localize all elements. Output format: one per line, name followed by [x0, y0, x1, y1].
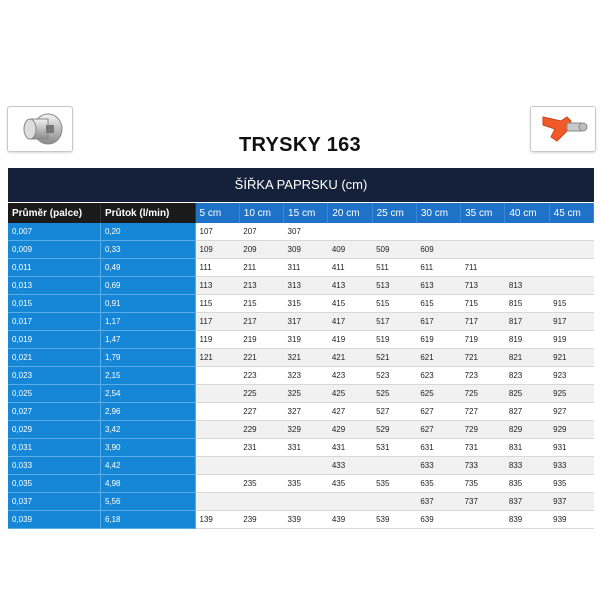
nozzle-code-cell: 429	[328, 421, 372, 439]
nozzle-code-cell: 317	[284, 313, 328, 331]
nozzle-code-cell: 421	[328, 349, 372, 367]
flow-cell: 0,69	[100, 277, 195, 295]
nozzle-code-cell: 915	[549, 295, 593, 313]
flow-cell: 0,49	[100, 259, 195, 277]
table-row	[8, 295, 594, 313]
nozzle-code-cell	[195, 403, 239, 421]
nozzle-code-cell: 927	[549, 403, 593, 421]
nozzle-code-cell: 335	[284, 475, 328, 493]
flow-cell: 2,96	[100, 403, 195, 421]
nozzle-code-cell: 207	[239, 223, 283, 241]
nozzle-code-cell: 619	[416, 331, 460, 349]
column-header-width: 5 cm	[195, 203, 239, 223]
nozzle-code-cell: 219	[239, 331, 283, 349]
nozzle-code-cell: 617	[416, 313, 460, 331]
nozzle-code-cell: 633	[416, 457, 460, 475]
nozzle-code-cell: 217	[239, 313, 283, 331]
nozzle-code-cell: 631	[416, 439, 460, 457]
table-row	[8, 277, 594, 295]
table-row	[8, 475, 594, 493]
nozzle-code-cell: 107	[195, 223, 239, 241]
nozzle-code-cell: 621	[416, 349, 460, 367]
nozzle-code-cell: 635	[416, 475, 460, 493]
nozzle-code-cell: 609	[416, 241, 460, 259]
nozzle-code-cell: 223	[239, 367, 283, 385]
nozzle-code-cell: 239	[239, 511, 283, 529]
nozzle-code-cell: 833	[505, 457, 549, 475]
nozzle-code-cell: 325	[284, 385, 328, 403]
flow-cell: 0,33	[100, 241, 195, 259]
nozzle-code-cell: 229	[239, 421, 283, 439]
nozzle-code-cell: 737	[461, 493, 505, 511]
nozzle-code-cell: 735	[461, 475, 505, 493]
spray-width-band: ŠÍŘKA PAPRSKU (cm)	[8, 168, 594, 202]
nozzle-code-cell: 719	[461, 331, 505, 349]
nozzle-code-cell: 727	[461, 403, 505, 421]
nozzle-code-cell: 723	[461, 367, 505, 385]
nozzle-code-cell	[195, 421, 239, 439]
nozzle-code-cell: 113	[195, 277, 239, 295]
flow-cell: 1,47	[100, 331, 195, 349]
column-header-width: 30 cm	[416, 203, 460, 223]
flow-cell: 6,18	[100, 511, 195, 529]
nozzle-code-cell: 221	[239, 349, 283, 367]
nozzle-code-cell: 435	[328, 475, 372, 493]
nozzle-code-cell: 511	[372, 259, 416, 277]
diameter-cell: 0,009	[8, 241, 100, 259]
diameter-cell: 0,019	[8, 331, 100, 349]
table-row	[8, 457, 594, 475]
table-row	[8, 331, 594, 349]
nozzle-code-cell: 839	[505, 511, 549, 529]
nozzle-code-cell: 711	[461, 259, 505, 277]
nozzle-code-cell: 415	[328, 295, 372, 313]
nozzle-code-cell	[195, 493, 239, 511]
table-row	[8, 421, 594, 439]
nozzle-code-cell	[372, 457, 416, 475]
nozzle-code-cell: 433	[328, 457, 372, 475]
nozzle-code-cell: 411	[328, 259, 372, 277]
nozzle-code-cell: 935	[549, 475, 593, 493]
nozzle-code-cell	[284, 457, 328, 475]
nozzle-code-cell: 625	[416, 385, 460, 403]
nozzle-code-cell: 613	[416, 277, 460, 295]
nozzle-code-cell: 109	[195, 241, 239, 259]
nozzle-code-cell: 523	[372, 367, 416, 385]
nozzle-code-cell: 815	[505, 295, 549, 313]
nozzle-code-cell: 315	[284, 295, 328, 313]
table-row	[8, 511, 594, 529]
table-header-row	[8, 203, 594, 223]
nozzle-code-cell: 831	[505, 439, 549, 457]
nozzle-code-cell: 227	[239, 403, 283, 421]
nozzle-code-cell: 921	[549, 349, 593, 367]
nozzle-code-cell: 427	[328, 403, 372, 421]
diameter-cell: 0,029	[8, 421, 100, 439]
nozzle-code-cell: 717	[461, 313, 505, 331]
nozzle-code-cell: 713	[461, 277, 505, 295]
diameter-cell: 0,011	[8, 259, 100, 277]
nozzle-code-cell: 919	[549, 331, 593, 349]
nozzle-code-cell: 611	[416, 259, 460, 277]
diameter-cell: 0,007	[8, 223, 100, 241]
nozzle-code-cell	[416, 223, 460, 241]
nozzle-code-cell	[328, 493, 372, 511]
nozzle-code-cell: 215	[239, 295, 283, 313]
flow-cell: 2,54	[100, 385, 195, 403]
nozzle-code-cell: 933	[549, 457, 593, 475]
nozzle-code-cell: 627	[416, 421, 460, 439]
nozzle-code-cell: 225	[239, 385, 283, 403]
nozzle-code-cell: 939	[549, 511, 593, 529]
nozzle-code-cell: 425	[328, 385, 372, 403]
nozzle-code-cell: 235	[239, 475, 283, 493]
nozzle-code-cell: 825	[505, 385, 549, 403]
table-row	[8, 313, 594, 331]
nozzle-code-cell: 319	[284, 331, 328, 349]
nozzle-code-cell	[195, 367, 239, 385]
nozzle-code-cell: 213	[239, 277, 283, 295]
flow-cell: 3,42	[100, 421, 195, 439]
table-row	[8, 367, 594, 385]
nozzle-code-cell: 323	[284, 367, 328, 385]
nozzle-code-cell: 835	[505, 475, 549, 493]
nozzle-code-cell: 117	[195, 313, 239, 331]
nozzle-code-cell	[549, 241, 593, 259]
nozzle-code-cell: 535	[372, 475, 416, 493]
nozzle-code-cell: 925	[549, 385, 593, 403]
nozzle-code-cell: 513	[372, 277, 416, 295]
nozzle-code-cell	[549, 223, 593, 241]
nozzle-code-cell: 211	[239, 259, 283, 277]
nozzle-code-cell: 539	[372, 511, 416, 529]
column-header-diameter: Průměr (palce)	[8, 203, 100, 223]
flow-cell: 5,56	[100, 493, 195, 511]
flow-cell: 4,98	[100, 475, 195, 493]
nozzle-code-cell: 937	[549, 493, 593, 511]
nozzle-code-cell: 409	[328, 241, 372, 259]
diameter-cell: 0,025	[8, 385, 100, 403]
flow-cell: 1,17	[100, 313, 195, 331]
nozzle-code-cell	[195, 439, 239, 457]
nozzle-code-cell: 531	[372, 439, 416, 457]
column-header-width: 40 cm	[505, 203, 549, 223]
flow-cell: 0,91	[100, 295, 195, 313]
nozzle-code-cell: 115	[195, 295, 239, 313]
nozzle-code-cell	[505, 223, 549, 241]
nozzle-code-cell: 733	[461, 457, 505, 475]
table-row	[8, 439, 594, 457]
nozzle-code-cell: 731	[461, 439, 505, 457]
table-body	[8, 223, 594, 529]
nozzle-code-cell: 721	[461, 349, 505, 367]
page-title: TRYSKY 163	[239, 134, 361, 156]
nozzle-code-cell: 307	[284, 223, 328, 241]
nozzle-code-cell: 623	[416, 367, 460, 385]
column-header-width: 25 cm	[372, 203, 416, 223]
nozzle-code-cell: 813	[505, 277, 549, 295]
flow-cell: 3,90	[100, 439, 195, 457]
nozzle-code-cell	[284, 493, 328, 511]
nozzle-code-cell: 819	[505, 331, 549, 349]
nozzle-code-cell	[461, 223, 505, 241]
nozzle-code-cell	[372, 223, 416, 241]
nozzle-code-cell: 837	[505, 493, 549, 511]
nozzle-code-cell: 517	[372, 313, 416, 331]
nozzle-code-cell: 209	[239, 241, 283, 259]
table-row	[8, 385, 594, 403]
column-header-width: 20 cm	[328, 203, 372, 223]
nozzle-code-cell	[461, 241, 505, 259]
nozzle-code-cell: 729	[461, 421, 505, 439]
diameter-cell: 0,027	[8, 403, 100, 421]
nozzle-code-cell: 627	[416, 403, 460, 421]
diameter-cell: 0,023	[8, 367, 100, 385]
nozzle-table	[8, 203, 594, 529]
nozzle-code-cell: 431	[328, 439, 372, 457]
nozzle-code-cell	[549, 259, 593, 277]
nozzle-code-cell	[239, 493, 283, 511]
nozzle-code-cell	[239, 457, 283, 475]
nozzle-code-cell: 829	[505, 421, 549, 439]
nozzle-code-cell: 529	[372, 421, 416, 439]
nozzle-code-cell	[372, 493, 416, 511]
nozzle-code-cell: 111	[195, 259, 239, 277]
nozzle-code-cell: 231	[239, 439, 283, 457]
nozzle-code-cell: 823	[505, 367, 549, 385]
nozzle-code-cell: 515	[372, 295, 416, 313]
nozzle-code-cell: 309	[284, 241, 328, 259]
diameter-cell: 0,037	[8, 493, 100, 511]
nozzle-code-cell: 313	[284, 277, 328, 295]
nozzle-code-cell: 827	[505, 403, 549, 421]
nozzle-code-cell: 715	[461, 295, 505, 313]
table-row	[8, 223, 594, 241]
column-header-width: 45 cm	[549, 203, 593, 223]
table-row	[8, 403, 594, 421]
nozzle-code-cell: 417	[328, 313, 372, 331]
column-header-flow: Průtok (l/min)	[100, 203, 195, 223]
nozzle-code-cell: 139	[195, 511, 239, 529]
diameter-cell: 0,039	[8, 511, 100, 529]
nozzle-code-cell: 509	[372, 241, 416, 259]
nozzle-code-cell: 639	[416, 511, 460, 529]
nozzle-code-cell: 439	[328, 511, 372, 529]
nozzle-code-cell: 917	[549, 313, 593, 331]
flow-cell: 2,15	[100, 367, 195, 385]
flow-cell: 0,20	[100, 223, 195, 241]
nozzle-code-cell: 121	[195, 349, 239, 367]
diameter-cell: 0,035	[8, 475, 100, 493]
nozzle-code-cell: 331	[284, 439, 328, 457]
nozzle-code-cell: 931	[549, 439, 593, 457]
diameter-cell: 0,031	[8, 439, 100, 457]
nozzle-code-cell: 615	[416, 295, 460, 313]
nozzle-code-cell	[505, 259, 549, 277]
nozzle-code-cell	[195, 385, 239, 403]
nozzle-code-cell: 637	[416, 493, 460, 511]
nozzle-code-cell: 119	[195, 331, 239, 349]
nozzle-code-cell: 423	[328, 367, 372, 385]
nozzle-code-cell: 525	[372, 385, 416, 403]
nozzle-code-cell	[195, 475, 239, 493]
nozzle-code-cell: 821	[505, 349, 549, 367]
nozzle-code-cell	[549, 277, 593, 295]
nozzle-code-cell	[328, 223, 372, 241]
nozzle-code-cell: 521	[372, 349, 416, 367]
nozzle-code-cell: 519	[372, 331, 416, 349]
diameter-cell: 0,013	[8, 277, 100, 295]
table-row	[8, 349, 594, 367]
nozzle-code-cell: 339	[284, 511, 328, 529]
nozzle-code-cell	[505, 241, 549, 259]
table-row	[8, 259, 594, 277]
nozzle-code-cell: 929	[549, 421, 593, 439]
nozzle-code-cell: 327	[284, 403, 328, 421]
column-header-width: 35 cm	[461, 203, 505, 223]
nozzle-code-cell: 817	[505, 313, 549, 331]
nozzle-code-cell: 527	[372, 403, 416, 421]
table-row	[8, 241, 594, 259]
column-header-width: 15 cm	[284, 203, 328, 223]
flow-cell: 4,42	[100, 457, 195, 475]
nozzle-code-cell: 321	[284, 349, 328, 367]
column-header-width: 10 cm	[239, 203, 283, 223]
nozzle-code-cell: 413	[328, 277, 372, 295]
nozzle-code-cell	[461, 511, 505, 529]
diameter-cell: 0,033	[8, 457, 100, 475]
nozzle-code-cell: 311	[284, 259, 328, 277]
diameter-cell: 0,021	[8, 349, 100, 367]
nozzle-code-cell: 725	[461, 385, 505, 403]
table-row	[8, 493, 594, 511]
flow-cell: 1,79	[100, 349, 195, 367]
diameter-cell: 0,017	[8, 313, 100, 331]
diameter-cell: 0,015	[8, 295, 100, 313]
nozzle-code-cell: 329	[284, 421, 328, 439]
nozzle-code-cell	[195, 457, 239, 475]
nozzle-code-cell: 923	[549, 367, 593, 385]
nozzle-code-cell: 419	[328, 331, 372, 349]
